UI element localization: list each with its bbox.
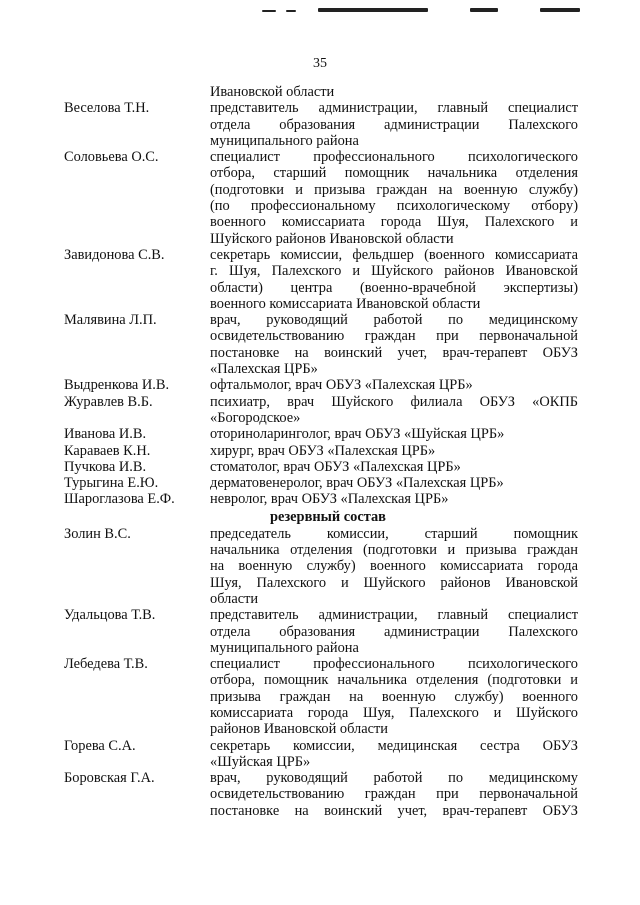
description-line: врач, руководящий работой по медицинскому <box>210 312 578 329</box>
member-name: Выдренкова И.В. <box>64 377 170 394</box>
member-row <box>64 394 578 427</box>
scan-artifact <box>318 8 428 12</box>
description-line: отбора, помощник начальника отделения (подготовки и <box>210 672 578 689</box>
member-description <box>210 475 578 491</box>
member-description <box>210 738 578 771</box>
member-name: Удальцова Т.В. <box>64 607 156 624</box>
member-name: Шароглазова Е.Ф. <box>64 491 175 508</box>
description-line: оториноларинголог, врач ОБУЗ «Шуйская ЦРБ» <box>210 426 505 443</box>
member-row <box>64 459 578 475</box>
description-line: офтальмолог, врач ОБУЗ «Палехская ЦРБ» <box>210 377 473 394</box>
member-row <box>64 656 578 737</box>
page-number: 35 <box>313 56 327 71</box>
member-row <box>64 312 578 377</box>
member-row <box>64 149 578 247</box>
description-line: «Богородское» <box>210 409 301 426</box>
member-description <box>210 770 578 819</box>
member-name: Малявина Л.П. <box>64 312 157 329</box>
description-line: военного комиссариата Ивановской области <box>210 295 481 312</box>
description-line: специалист профессионального психологического <box>210 149 578 166</box>
member-name: Пучкова И.В. <box>64 458 147 475</box>
description-line: Шуя, Палехского и Шуйского районов Ивановской <box>210 574 578 591</box>
member-description <box>210 100 578 149</box>
member-description <box>210 377 578 393</box>
member-description <box>210 84 578 100</box>
description-line: освидетельствованию граждан при первоначальной <box>210 786 578 803</box>
description-line: хирург, врач ОБУЗ «Палехская ЦРБ» <box>210 442 436 459</box>
description-line: г. Шуя, Палехского и Шуйского районов Ивановской <box>210 263 578 280</box>
description-line: районов Ивановской области <box>210 721 389 738</box>
member-row <box>64 247 578 312</box>
description-line: секретарь комиссии, медицинская сестра ОБУЗ <box>210 737 578 754</box>
commission-list <box>64 84 578 819</box>
member-row <box>64 100 578 149</box>
member-name: Веселова Т.Н. <box>64 100 150 117</box>
description-line: на военную службу) военного комиссариата города <box>210 558 578 575</box>
description-line: Шуйского районов Ивановской области <box>210 230 454 247</box>
member-description <box>210 312 578 377</box>
member-row <box>64 377 578 393</box>
member-row <box>64 443 578 459</box>
scan-artifact <box>286 10 296 12</box>
member-description <box>210 459 578 475</box>
description-line: невролог, врач ОБУЗ «Палехская ЦРБ» <box>210 491 449 508</box>
description-line: комиссариата города Шуя, Палехского и Шуйского <box>210 704 578 721</box>
description-line: освидетельствованию граждан при первоначальной <box>210 328 578 345</box>
member-description <box>210 656 578 737</box>
scan-artifact-strip <box>0 0 640 18</box>
reserve-members <box>64 526 578 819</box>
description-line: дерматовенеролог, врач ОБУЗ «Палехская ЦРБ» <box>210 475 504 492</box>
description-line: Ивановской области <box>210 84 335 100</box>
member-name: Боровская Г.А. <box>64 770 155 787</box>
description-line: психиатр, врач Шуйского филиала ОБУЗ «ОКПБ <box>210 393 578 410</box>
description-line: председатель комиссии, старший помощник <box>210 525 578 542</box>
member-row <box>64 526 578 607</box>
member-description <box>210 491 578 507</box>
description-line: отдела образования администрации Палехского <box>210 623 578 640</box>
description-line: отдела образования администрации Палехского <box>210 116 578 133</box>
description-line: секретарь комиссии, фельдшер (военного комиссариата <box>210 246 578 263</box>
description-line: (подготовки и призыва граждан на военную службу) <box>210 181 578 198</box>
reserve-heading: резервный состав <box>270 508 386 525</box>
member-description <box>210 394 578 427</box>
description-line: стоматолог, врач ОБУЗ «Палехская ЦРБ» <box>210 458 461 475</box>
member-name: Горева С.А. <box>64 737 136 754</box>
member-description <box>210 607 578 656</box>
member-row <box>64 738 578 771</box>
member-description <box>210 526 578 607</box>
description-line: «Палехская ЦРБ» <box>210 361 318 378</box>
member-name: Соловьева О.С. <box>64 149 159 166</box>
member-row <box>64 770 578 819</box>
description-line: специалист профессионального психологического <box>210 656 578 673</box>
member-name: Турыгина Е.Ю. <box>64 475 159 492</box>
scan-artifact <box>540 8 580 12</box>
member-name: Золин В.С. <box>64 525 131 542</box>
member-description <box>210 247 578 312</box>
member-description <box>210 426 578 442</box>
scan-artifact <box>262 10 276 12</box>
description-line: «Шуйская ЦРБ» <box>210 753 311 770</box>
member-name: Караваев К.Н. <box>64 442 151 459</box>
member-name: Лебедева Т.В. <box>64 656 148 673</box>
description-line: постановке на воинский учет, врач-терапевт ОБУЗ <box>210 802 578 819</box>
scan-artifact <box>470 8 498 12</box>
member-description <box>210 443 578 459</box>
member-row <box>64 426 578 442</box>
description-line: военного комиссариата города Шуя, Палехского и <box>210 214 578 231</box>
description-line: отбора, старший помощник начальника отделения <box>210 165 578 182</box>
description-line: (по профессиональному психологическому отбору) <box>210 198 578 215</box>
member-name: Завидонова С.В. <box>64 246 165 263</box>
description-line: призыва граждан на военную службу) военного <box>210 688 578 705</box>
description-line: начальника отделения (подготовки и призыва граждан <box>210 542 578 559</box>
description-line: области <box>210 590 259 607</box>
description-line: муниципального района <box>210 639 359 656</box>
description-line: врач, руководящий работой по медицинскому <box>210 770 578 787</box>
member-row <box>64 607 578 656</box>
member-description <box>210 149 578 247</box>
continuation-row <box>64 84 578 100</box>
description-line: муниципального района <box>210 132 359 149</box>
main-members <box>64 100 578 507</box>
description-line: постановке на воинский учет, врач-терапевт ОБУЗ <box>210 344 578 361</box>
description-line: области) центра (военно-врачебной экспертизы) <box>210 279 578 296</box>
member-name: Иванова И.В. <box>64 426 147 443</box>
description-line: представитель администрации, главный специалист <box>210 100 578 117</box>
member-name: Журавлев В.Б. <box>64 393 153 410</box>
description-line: представитель администрации, главный специалист <box>210 607 578 624</box>
member-row <box>64 491 578 507</box>
member-row <box>64 475 578 491</box>
